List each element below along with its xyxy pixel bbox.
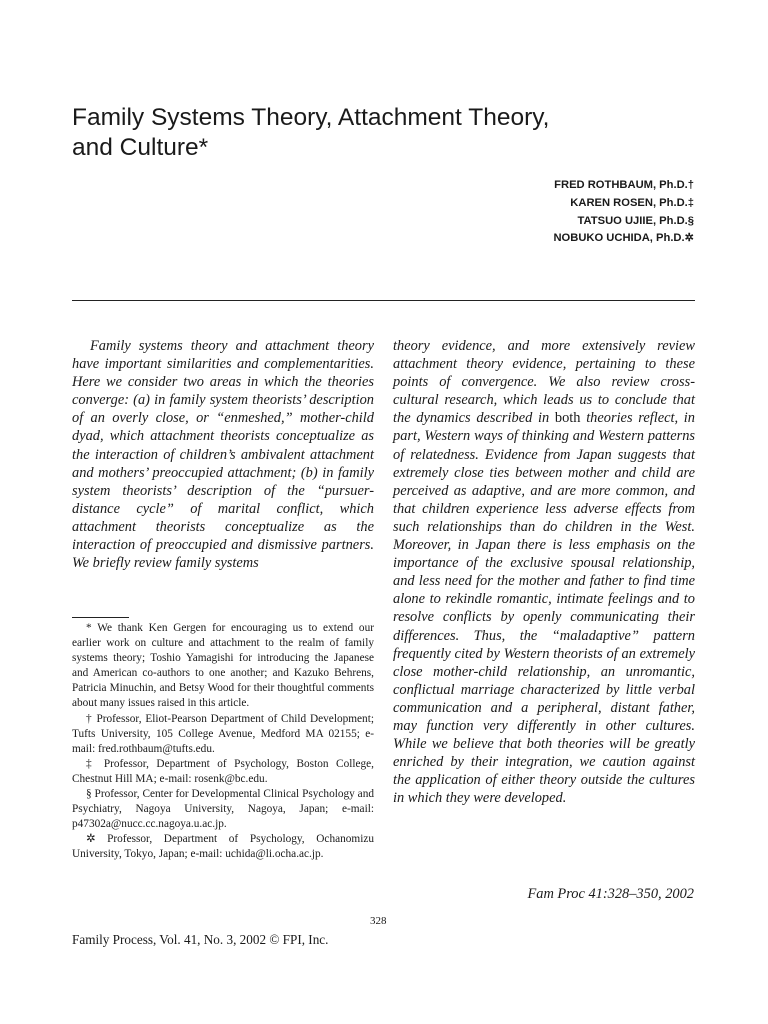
abstract-right-column — [393, 337, 695, 807]
author-name: FRED ROTHBAUM, Ph.D.† — [554, 179, 694, 191]
footnote-author-affiliation: § Professor, Center for Developmental Clinical Psychology and Psychiatry, Nagoya University, Nagoya, Japan; e-mail: p47302a@nucc.cc.nagoya.u.ac.jp. — [72, 788, 374, 831]
abstract-text: Family systems theory and attachment theory have important similarities and complementarities. Here we consider two areas in which the theories converge: (a) in family system theorists’ description of an overly close, or “enmeshed,” mother-child dyad, which attachment theorists conceptualize as the interaction of children’s ambivalent attachment and mothers’ preoccupied attachment; (b) in family system theorists’ description of the “pursuer-distance cycle” of marital conflict, which attachment theorists conceptualize as the interaction of preoccupied and dismissive partners. We briefly review family systems — [72, 338, 374, 572]
title-line-1: Family Systems Theory, Attachment Theory, — [72, 104, 550, 131]
journal-footer: Family Process, Vol. 41, No. 3, 2002 © FPI, Inc. — [72, 932, 329, 947]
article-title — [72, 103, 712, 163]
abstract-left-column — [72, 337, 374, 572]
footnote-author-affiliation: † Professor, Eliot-Pearson Department of Child Development; Tufts University, 105 College Avenue, Medford MA 02155; e-mail: fred.rothbaum@tufts.edu. — [72, 712, 374, 755]
footnote-author-affiliation: ✲ Professor, Department of Psychology, Ochanomizu University, Tokyo, Japan; e-mail: uchida@li.ocha.ac.jp. — [72, 833, 374, 861]
journal-citation: Fam Proc 41:328–350, 2002 — [527, 886, 694, 902]
abstract-text-part: theory evidence, and more extensively review attachment theory evidence, pertaining to these points of convergence. We also review cross-cultural research, which leads us to conclude that the dynamics described in — [393, 338, 695, 427]
abstract-emphasis: both — [554, 410, 581, 427]
author-name: NOBUKO UCHIDA, Ph.D.✲ — [553, 232, 694, 245]
abstract-text-part: theories reflect, in part, Western ways of thinking and Western patterns of relatedness. Evidence from Japan suggests that extremely close ties between mother and child are perceived as adaptive, and are more common, and that children experience less adverse effects from such relationships than do children in the West. Moreover, in Japan there is less emphasis on the importance of the exclusive spousal relationship, and less need for the mother and father to find time alone to rekindle romantic, intimate feelings and to resolve conflicts by openly communicating their differences. Thus, the “maladaptive” pattern frequently cited by Western theorists of an extremely close mother-child relationship, an unromantic, conflictual marriage characterized by little verbal communication and a peripheral, distant father, may function very differently in other cultures. While we believe that both theories will be greatly enriched by their integration, we caution against the application of either theory outside the cultures in which they were developed. — [393, 410, 695, 807]
author-name: KAREN ROSEN, Ph.D.‡ — [570, 196, 694, 209]
abstract-text-continued — [393, 337, 695, 807]
footnote-divider — [72, 617, 129, 618]
title-line-2: and Culture* — [72, 134, 209, 161]
page-number: 328 — [370, 915, 387, 927]
header-divider — [72, 300, 695, 301]
footnotes — [72, 621, 374, 863]
author-name: TATSUO UJIIE, Ph.D.§ — [577, 214, 694, 227]
footnote-acknowledgment: * We thank Ken Gergen for encouraging us to extend our earlier work on culture and attachment to the realm of family systems theory; Toshio Yamagishi for introducing the Japanese and American co-authors to one another; and Kazuko Behrens, Patricia Minuchin, and Betsy Wood for their thoughtful comments about many issues raised in this article. — [72, 622, 374, 710]
author-list — [294, 177, 694, 248]
footnote-author-affiliation: ‡ Professor, Department of Psychology, Boston College, Chestnut Hill MA; e-mail: rosenk@bc.edu. — [72, 757, 374, 785]
